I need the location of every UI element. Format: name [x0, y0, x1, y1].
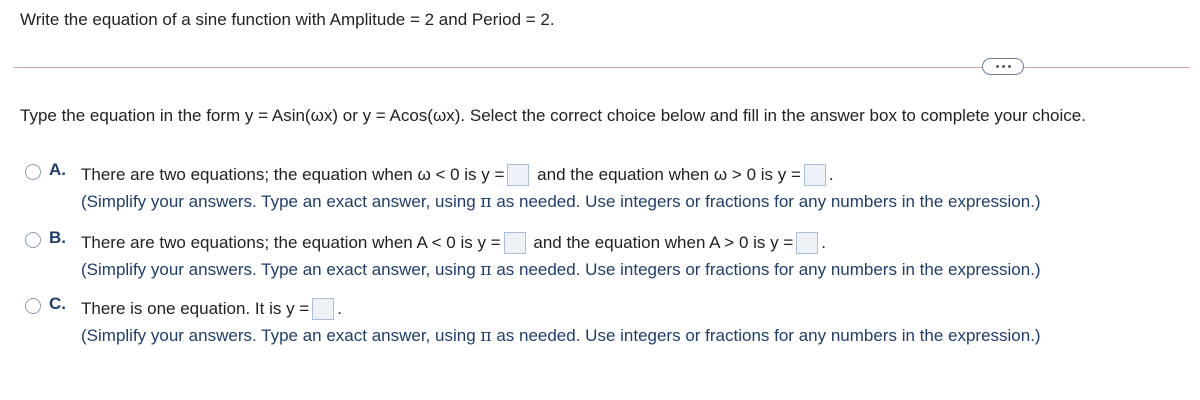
choice-b-text-2: and the equation when A > 0 is y =	[533, 233, 794, 252]
choice-c-note-pre: (Simplify your answers. Type an exact answer, using	[81, 326, 476, 345]
choice-c-note	[81, 324, 1041, 348]
choice-b-note	[81, 258, 1041, 282]
choice-b-answer-box-1[interactable]	[504, 232, 526, 254]
choice-b-letter: B.	[49, 228, 66, 247]
choice-a-text-1: There are two equations; the equation when ω < 0 is y =	[81, 165, 505, 184]
choice-b-text-1: There are two equations; the equation when A < 0 is y =	[81, 233, 501, 252]
choice-c-radio[interactable]	[25, 298, 41, 314]
choice-a-note-pre: (Simplify your answers. Type an exact answer, using	[81, 192, 476, 211]
choice-b-statement	[81, 228, 826, 258]
pi-symbol: π	[480, 192, 492, 212]
pi-symbol: π	[480, 260, 492, 280]
choice-c-statement	[81, 294, 342, 324]
question-text: Write the equation of a sine function with Amplitude = 2 and Period = 2.	[20, 10, 555, 29]
pi-symbol: π	[480, 326, 492, 346]
choice-b-answer-box-2[interactable]	[796, 232, 818, 254]
choice-a-note	[81, 190, 1041, 214]
choice-a-radio[interactable]	[25, 164, 41, 180]
instruction-text: Type the equation in the form y = Asin(ωx) or y = Acos(ωx). Select the correct choice below and fill in the answer box to complete your choice.	[20, 106, 1086, 125]
choice-b-note-post: as needed. Use integers or fractions for any numbers in the expression.)	[496, 260, 1041, 279]
choice-c-answer-box[interactable]	[312, 298, 334, 320]
ellipsis-icon	[1008, 65, 1011, 68]
choice-c-letter: C.	[49, 294, 66, 313]
choice-a-answer-box-1[interactable]	[507, 164, 529, 186]
choice-b-note-pre: (Simplify your answers. Type an exact answer, using	[81, 260, 476, 279]
choice-a-note-post: as needed. Use integers or fractions for any numbers in the expression.)	[496, 192, 1041, 211]
choice-a-letter: A.	[49, 160, 66, 179]
choice-a-text-2: and the equation when ω > 0 is y =	[537, 165, 801, 184]
choice-a-tail: .	[828, 165, 834, 184]
ellipsis-icon	[1002, 65, 1005, 68]
more-options-button[interactable]	[982, 58, 1024, 75]
choice-c-text-1: There is one equation. It is y =	[81, 299, 310, 318]
choice-b-tail: .	[821, 233, 827, 252]
choice-a-answer-box-2[interactable]	[804, 164, 826, 186]
choice-c-tail: .	[337, 299, 342, 318]
ellipsis-icon	[996, 65, 999, 68]
choice-b-radio[interactable]	[25, 232, 41, 248]
choice-c-note-post: as needed. Use integers or fractions for any numbers in the expression.)	[496, 326, 1041, 345]
choice-a-statement	[81, 160, 834, 190]
